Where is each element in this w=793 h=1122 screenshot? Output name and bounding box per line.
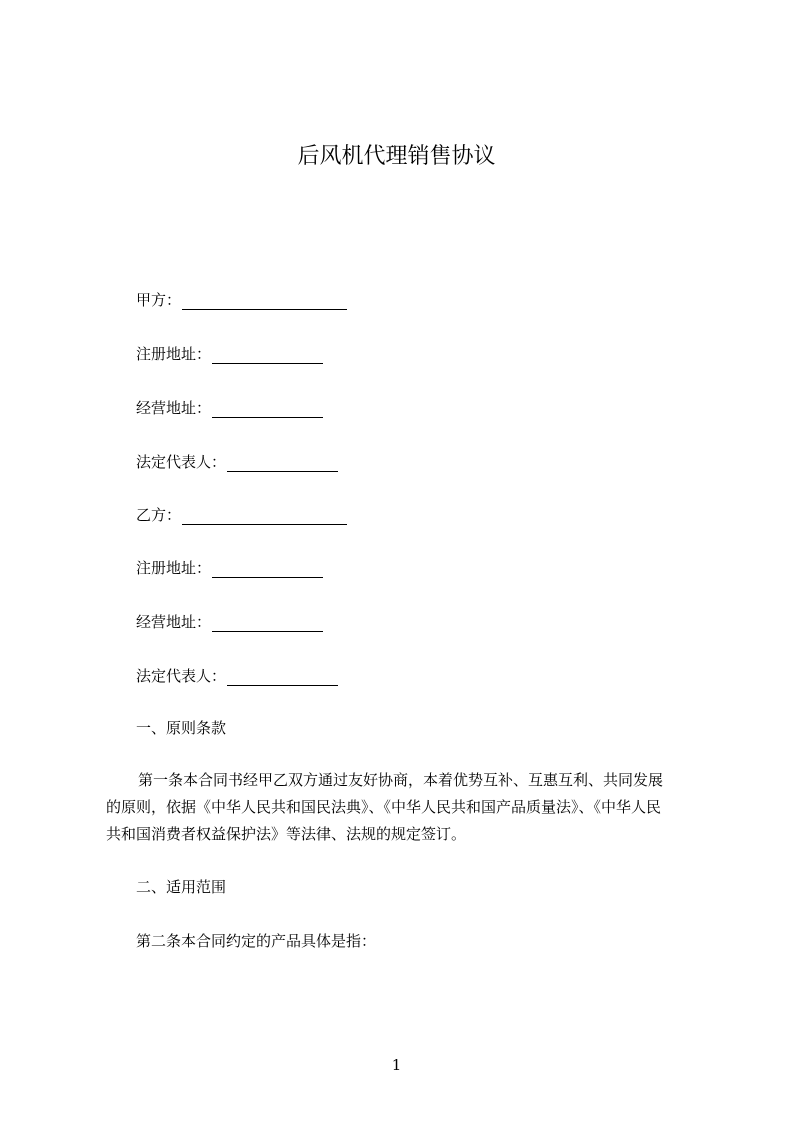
article-1-line-3: 共和国消费者权益保护法》等法律、法规的规定签订。 [106,825,467,843]
party-b-business-address-field [136,612,323,632]
party-b-label: 乙方： [136,506,182,524]
party-a-legal-rep-field [136,452,338,472]
article-1-line-2: 的原则，依据《中华人民共和国民法典》、《中华人民共和国产品质量法》、《中华人民 [106,798,662,816]
section-2-heading: 二、适用范围 [136,878,227,896]
party-b-blank [182,510,347,525]
party-b-legal-rep-field [136,666,338,686]
party-a-label: 甲方： [136,291,182,309]
party-a-business-address-field [136,398,323,418]
party-b-registered-address-label: 注册地址： [136,559,212,577]
party-b-registered-address-blank [212,563,323,578]
party-a-legal-rep-label: 法定代表人： [136,453,227,471]
party-a-field [136,290,347,310]
document-title: 后风机代理销售协议 [297,144,496,169]
party-b-legal-rep-blank [227,671,338,686]
section-1-heading: 一、原则条款 [136,719,227,737]
article-2-text: 第二条本合同约定的产品具体是指： [136,932,377,950]
party-a-business-address-label: 经营地址： [136,399,212,417]
party-a-blank [182,295,347,310]
party-b-legal-rep-label: 法定代表人： [136,667,227,685]
article-1-line-1: 第一条本合同书经甲乙双方通过友好协商，本着优势互补、互惠互利、共同发展 [138,771,664,789]
page-number: 1 [391,1056,402,1074]
party-b-business-address-blank [212,617,323,632]
party-b-field [136,505,347,525]
party-b-business-address-label: 经营地址： [136,613,212,631]
party-a-legal-rep-blank [227,457,338,472]
party-a-business-address-blank [212,403,323,418]
party-a-registered-address-field [136,344,323,364]
party-a-registered-address-blank [212,349,323,364]
party-a-registered-address-label: 注册地址： [136,345,212,363]
party-b-registered-address-field [136,558,323,578]
